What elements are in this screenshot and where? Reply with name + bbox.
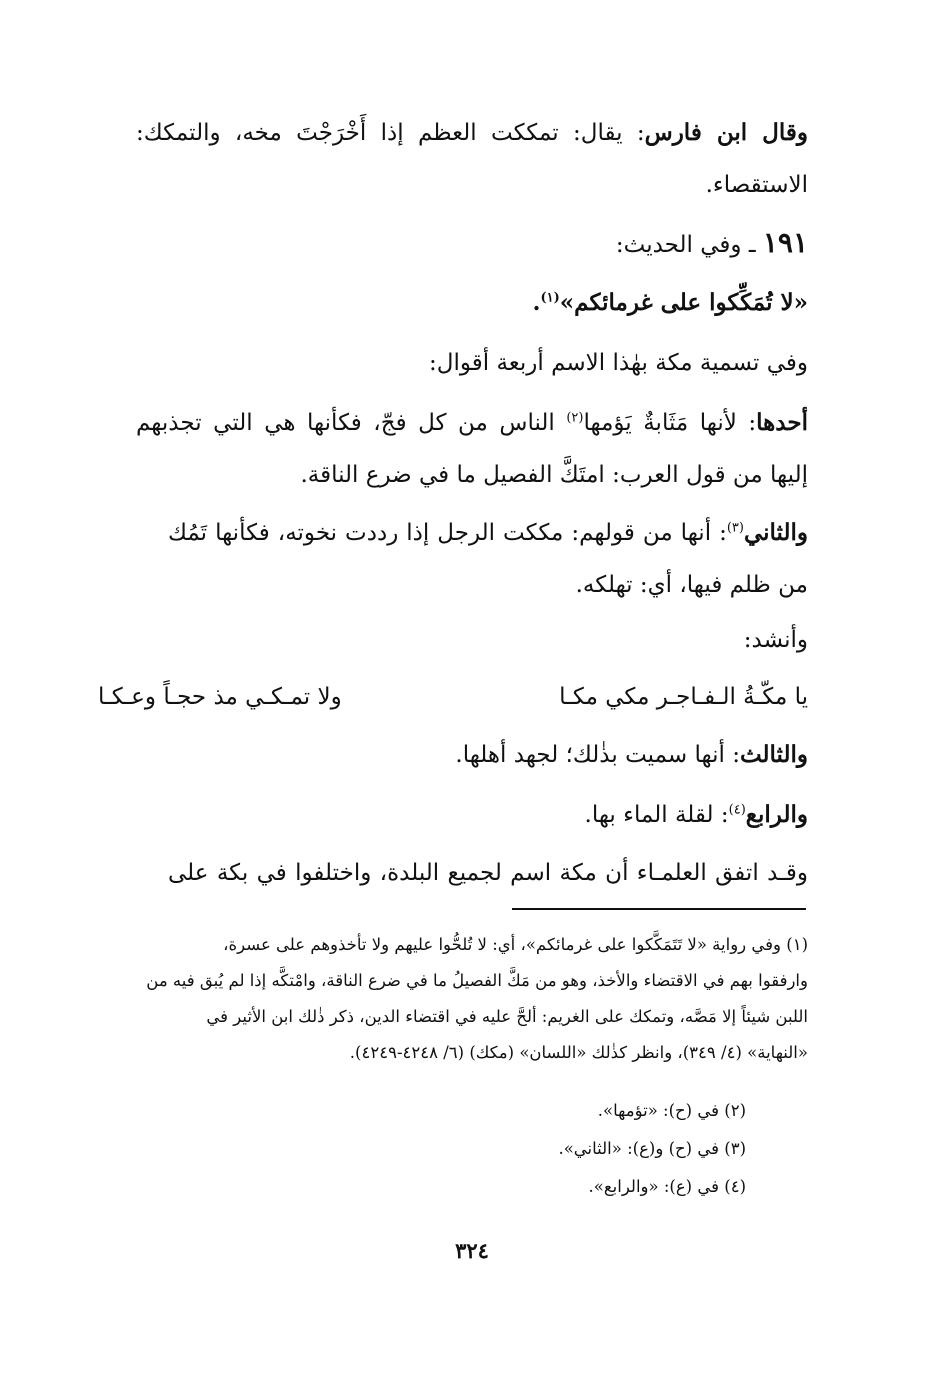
footnote-ref-1: (١) [540,290,560,306]
hadith-period: . [532,289,541,316]
footnote-1-line-2: وارفقوا بهم في الاقتضاء والأخذ، وهو من مَكَّ الفصيلُ ما في ضرع الناقة، وامْتكَّه إذا لم يُبق فيه من [146,971,808,990]
hadith-quote: «لا تُمَكِّكوا على غرمائكم» [559,289,808,316]
opinion-1-line-1 [136,408,808,438]
opinion-4-text: : لقلة الماء بها. [584,802,729,828]
scholars-agreement-line: وقـد اتفق العلمـاء أن مكة اسم لجميع البلدة، واختلفوا في بكة على [168,860,808,886]
footnote-ref-3: (٣) [726,520,744,536]
hadith-number: ١٩١ [762,226,808,259]
opinion-1-label: أحدها [756,409,808,436]
ibn-faris-text: : يقال: تمككت العظم إذا أَخْرَجْتَ مخه، والتمكك: [136,120,645,146]
footnote-1-line-3: اللبن شيئاً إلا مَصَّه، وتمكك على الغريم: ألحَّ عليه في اقتضاء الدين، ذكر ذٰلك ابن الأثير في [206,1007,808,1026]
footnote-ref-2: (٢) [566,410,584,426]
footnote-3: (٣) في (ح) و(ع): «الثاني». [558,1139,746,1158]
footnote-2: (٢) في (ح): «تؤمها». [597,1101,746,1120]
paragraph-ibn-faris-line-1 [136,118,808,148]
opinion-2-line-2: من ظلم فيها، أي: تهلكه. [575,572,808,598]
opinion-1-line-2: إليها من قول العرب: امتَكَّ الفصيل ما في ضرع الناقة. [300,462,808,488]
verse-first-hemistich: يا مكّـةُ الـفـاجـر مكي مكـا [559,684,808,710]
opinion-2-line-1 [168,518,808,548]
opinion-4 [168,800,808,830]
hadith-heading [168,228,808,260]
opinion-1-text-a: : لأنها مَثَابةٌ يَؤمها [583,410,757,436]
opinion-1-text-b: الناس من كل فجّ، فكأنها هي التي تجذبهم [136,410,567,436]
footnote-1-line-1: (١) وفي رواية «لا تَتَمَكَّكوا على غرمائكم»، أي: لا تُلحُّوا عليهم ولا تأخذوهم على عسرة، [223,935,808,954]
poetry-verse [98,682,808,712]
page-number: ٣٢٤ [455,1238,489,1263]
speaker-ibn-faris: وقال ابن فارس [644,119,809,146]
opinion-2-text: : أنها من قولهم: مككت الرجل إذا رددت نخوته، فكأنها تَمُك [168,520,727,546]
footnote-ref-4: (٤) [728,802,746,818]
opinion-3-text: : أنها سميت بذٰلك؛ لجهد أهلها. [455,742,740,768]
poetry-intro: وأنشد: [743,627,808,653]
footnote-1-line-4: «النهاية» (٤/ ٣٤٩)، وانظر كذٰلك «اللسان» (مكك) (٦/ ٤٢٤٨-٤٢٤٩). [349,1043,808,1062]
naming-intro: وفي تسمية مكة بهٰذا الاسم أربعة أقوال: [429,350,808,376]
footnote-4: (٤) في (ع): «والرابع». [588,1177,746,1196]
hadith-text [168,288,808,318]
opinion-3-label: والثالث [739,741,808,768]
verse-second-hemistich: ولا تمـكـي مذ حجـاً وعـكـا [98,684,342,710]
opinion-2-label: والثاني [743,519,808,546]
paragraph-ibn-faris-line-2: الاستقصاء. [705,172,808,198]
opinion-3 [168,740,808,770]
hadith-heading-text: ـ وفي الحديث: [615,232,756,258]
opinion-4-label: والرابع [745,801,808,828]
footnote-separator [512,908,806,910]
